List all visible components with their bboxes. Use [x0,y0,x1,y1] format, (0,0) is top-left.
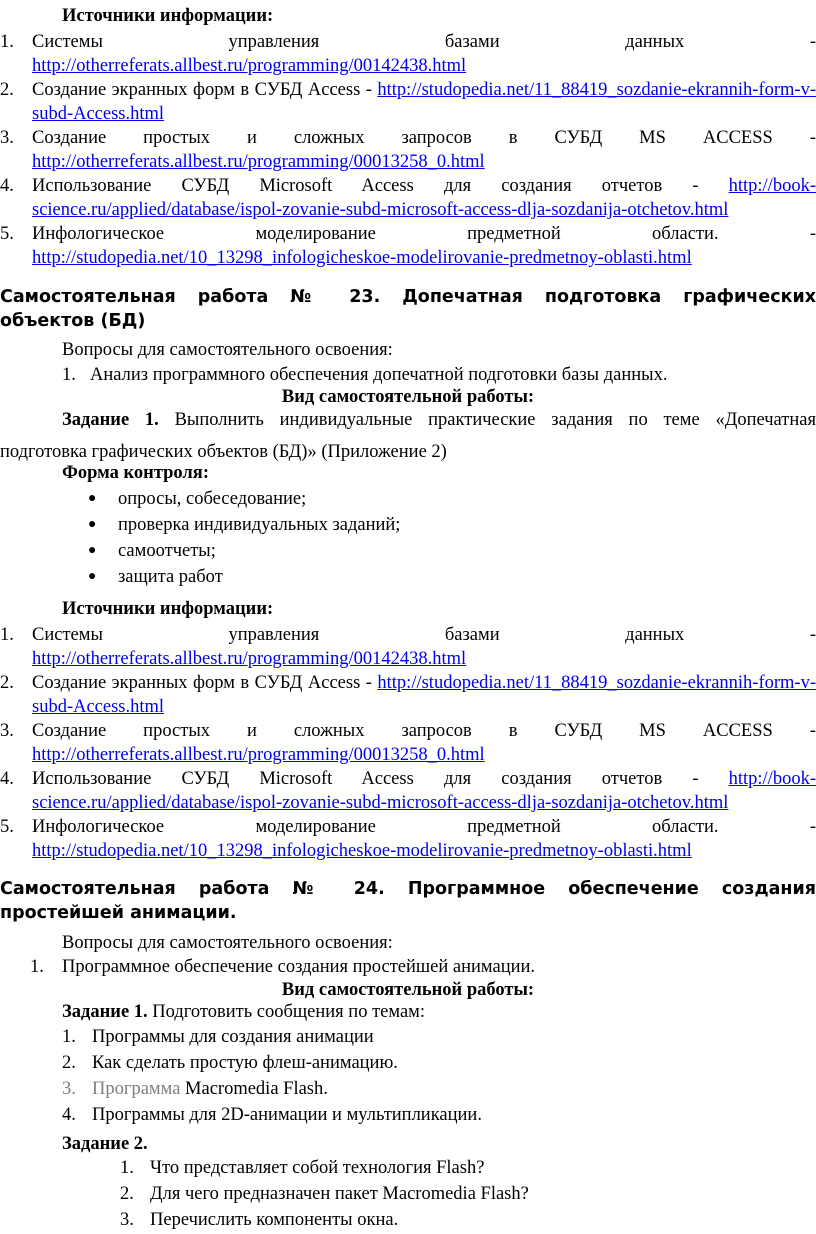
work23-heading: Самостоятельная работа № 23. Допечатная подготовка графических объектов (БД) [0,287,816,331]
source-link[interactable]: http://studopedia.net/10_13298_infologicheskoe-modelirovanie-predmetnoy-oblasti.html [32,841,692,861]
list-item: 3. Программа Macromedia Flash. [62,1079,328,1099]
list-item: ● проверка индивидуальных заданий; [88,515,401,535]
list-item: 2. Как сделать простую флеш-анимацию. [62,1053,398,1073]
list-number: 2. [0,673,14,693]
work23-task: Задание 1. Выполнить индивидуальные практические задания по теме «Допечатная подготовка графических объектов (БД)» (Приложение 2) [0,410,816,462]
list-number: 3. [0,721,14,741]
sources-list [0,623,816,863]
list-number: 1. [0,32,14,52]
work23-control-list [88,487,400,591]
list-item: 2. Для чего предназначен пакет Macromedia Flash? [120,1184,529,1204]
list-item: 4. Программы для 2D-анимации и мультипликации. [62,1105,482,1125]
list-number: 1. [62,365,76,385]
source-title: Использование СУБД Microsoft Access для создания отчетов - [32,769,729,789]
list-item: 1. Программы для создания анимации [62,1027,374,1047]
list-item: ● опросы, собеседование; [88,489,307,509]
work23-question-item: 1. Анализ программного обеспечения допечатной подготовки базы данных. [62,365,668,385]
list-item: 3. Перечислить компоненты окна. [120,1210,399,1230]
source-title-line: Инфологическое моделирование предметной области. - [32,224,816,244]
list-item [0,767,816,815]
source-title: Использование СУБД Microsoft Access для создания отчетов - [32,176,729,196]
list-item [0,222,816,270]
work24-task1: Задание 1. Подготовить сообщения по темам: [62,1002,426,1022]
list-item [0,623,816,671]
list-number: 2. [0,80,14,100]
work24-task2-list [120,1156,529,1234]
sources-list [0,30,816,270]
source-link[interactable]: http://otherreferats.allbest.ru/programming/00142438.html [32,649,467,669]
bullet-icon: ● [88,569,97,584]
list-item [0,126,816,174]
list-item: ● защита работ [88,567,223,587]
list-number: 3. [0,128,14,148]
list-number: 1. [30,957,44,977]
work23-control-title: Форма контроля: [62,463,209,483]
source-title-line: Системы управления базами данных - [32,625,816,645]
work23-type-title: Вид самостоятельной работы: [281,387,535,407]
source-title-line: Создание простых и сложных запросов в СУБД MS ACCESS - [32,721,816,741]
bullet-icon: ● [88,543,97,558]
list-item [0,671,816,719]
sources-title: Источники информации: [62,599,274,619]
source-title-line: Инфологическое моделирование предметной области. - [32,817,816,837]
work24-type-title: Вид самостоятельной работы: [281,980,535,1000]
source-title-line: Системы управления базами данных - [32,32,816,52]
list-item: 1. Что представляет собой технология Flash? [120,1158,485,1178]
list-item [0,174,816,222]
work24-question-item: 1. Программное обеспечение создания простейшей анимации. [30,957,536,977]
list-item: ● самоотчеты; [88,541,216,561]
source-link[interactable]: http://otherreferats.allbest.ru/programming/00013258_0.html [32,745,485,765]
work24-questions-label: Вопросы для самостоятельного освоения: [62,933,393,953]
source-link[interactable]: http://studopedia.net/10_13298_infologicheskoe-modelirovanie-predmetnoy-oblasti.html [32,248,692,268]
source-title: Создание экранных форм в СУБД Access - [32,673,378,693]
list-number: 4. [0,769,14,789]
list-item [0,30,816,78]
list-number: 5. [0,224,14,244]
list-item [0,719,816,767]
source-link[interactable]: http://studopedia.net/11_88419_sozdanie-ekrannih-form-v-subd-Access.html [32,673,816,717]
source-link[interactable]: http://otherreferats.allbest.ru/programming/00142438.html [32,56,467,76]
list-number: 1. [0,625,14,645]
list-item [0,78,816,126]
source-title-line: Создание простых и сложных запросов в СУБД MS ACCESS - [32,128,816,148]
bullet-icon: ● [88,491,97,506]
work24-task1-list [62,1025,482,1129]
source-link[interactable]: http://book-science.ru/applied/database/ispol-zovanie-subd-microsoft-access-dlja-sozdanija-otchetov.html [32,176,816,220]
source-title: Создание экранных форм в СУБД Access - [32,80,378,100]
work23-questions-label: Вопросы для самостоятельного освоения: [62,340,393,360]
work24-task2-label: Задание 2. [62,1134,148,1154]
source-link[interactable]: http://studopedia.net/11_88419_sozdanie-ekrannih-form-v-subd-Access.html [32,80,816,124]
source-link[interactable]: http://otherreferats.allbest.ru/programming/00013258_0.html [32,152,485,172]
work24-heading: Самостоятельная работа № 24. Программное обеспечение создания простейшей анимации. [0,879,816,923]
source-link[interactable]: http://book-science.ru/applied/database/ispol-zovanie-subd-microsoft-access-dlja-sozdanija-otchetov.html [32,769,816,813]
list-number: 4. [0,176,14,196]
list-number: 5. [0,817,14,837]
list-item [0,815,816,863]
sources-title: Источники информации: [62,6,274,26]
bullet-icon: ● [88,517,97,532]
